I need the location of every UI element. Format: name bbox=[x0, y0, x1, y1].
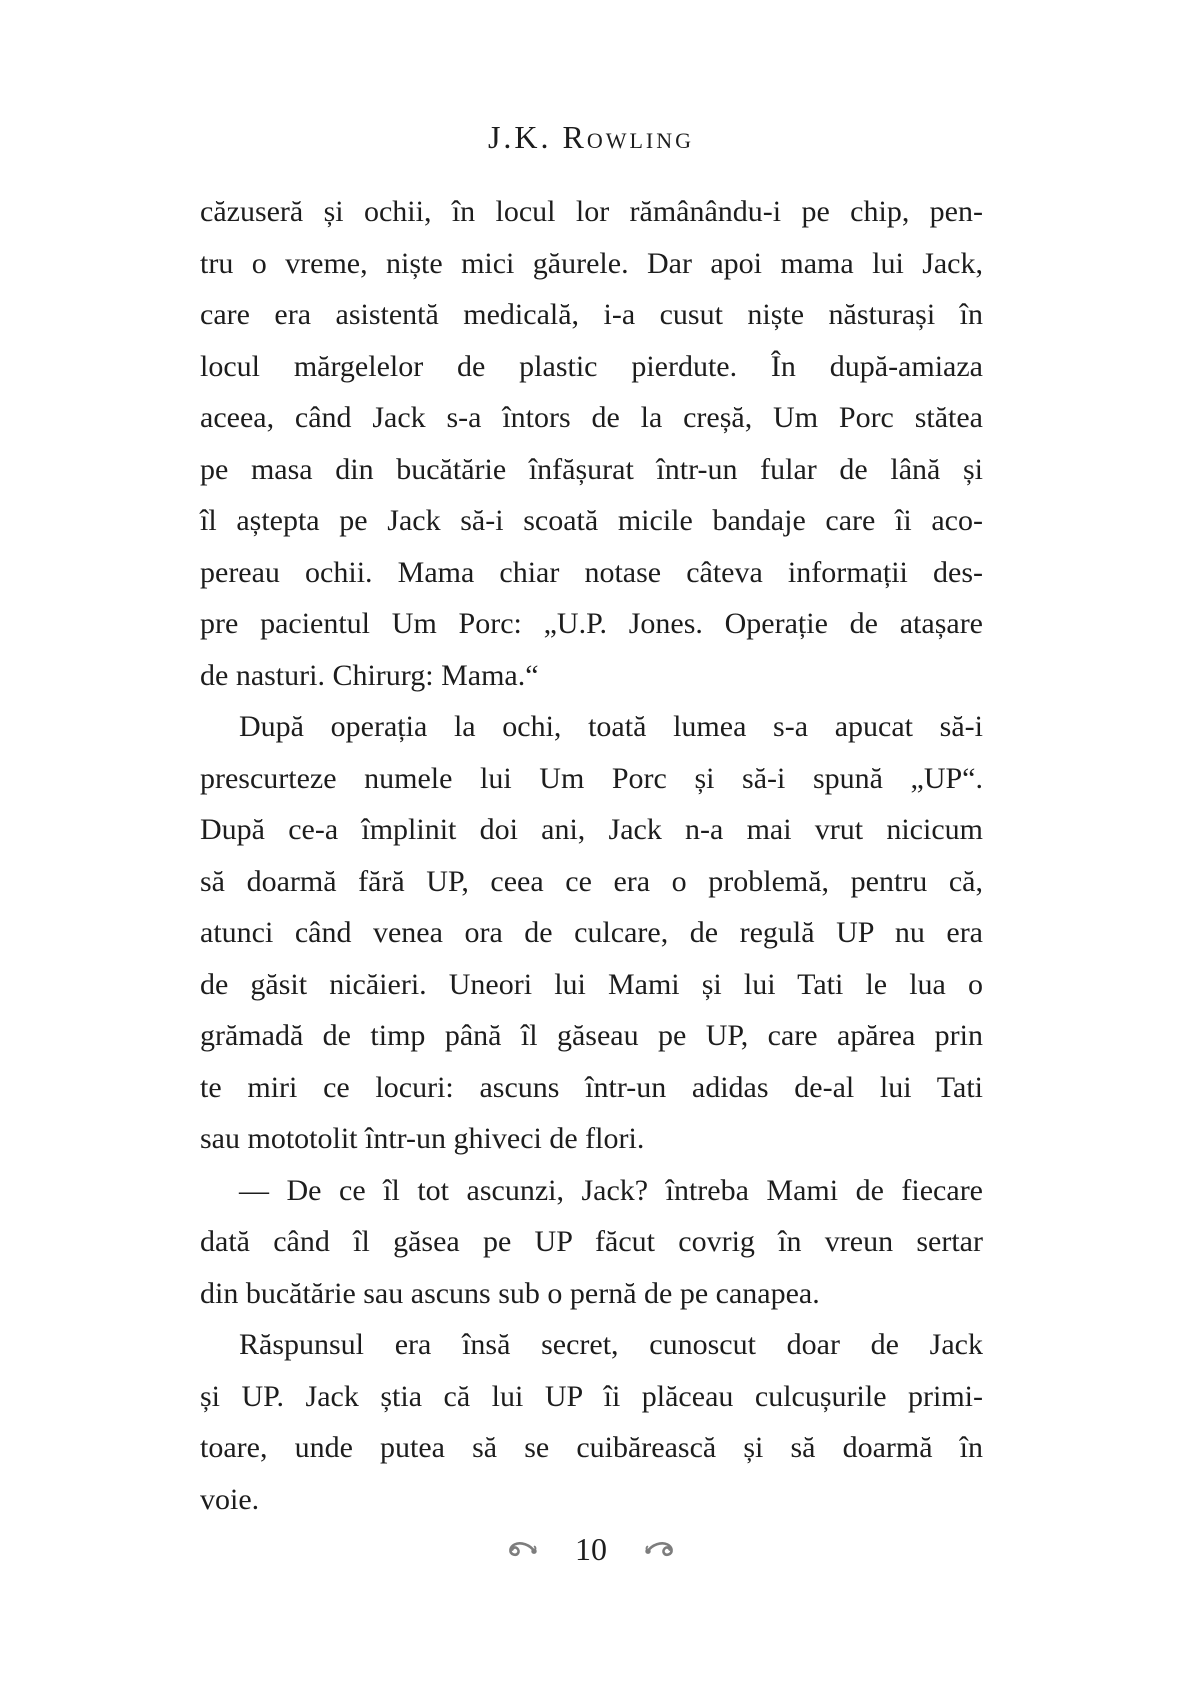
running-header-author: J.K. Rowling bbox=[487, 119, 695, 155]
text-line: tru o vreme, niște mici găurele. Dar apoi mama lui Jack, bbox=[200, 246, 983, 280]
text-line: dată când îl găsea pe UP făcut covrig în vreun sertar bbox=[200, 1225, 983, 1258]
flourish-left-icon bbox=[505, 1538, 537, 1560]
paragraph bbox=[200, 701, 983, 1165]
paragraph bbox=[200, 1319, 983, 1525]
text-line: aceea, când Jack s-a întors de la creșă, Um Porc stătea bbox=[200, 401, 983, 434]
text-line: voie. bbox=[200, 1482, 260, 1516]
text-line: de nasturi. Chirurg: Mama.“ bbox=[200, 658, 539, 692]
text-line: din bucătărie sau ascuns sub o pernă de pe canapea. bbox=[200, 1276, 820, 1310]
text-line: de găsit nicăieri. Uneori lui Mami și lui Tati le lua o bbox=[200, 967, 983, 1001]
text-line: Răspunsul era însă secret, cunoscut doar de Jack bbox=[239, 1328, 983, 1361]
page-number: 10 bbox=[575, 1531, 607, 1567]
text-line: și UP. Jack știa că lui UP îi plăceau culcușurile primi- bbox=[200, 1379, 983, 1413]
text-line: pereau ochii. Mama chiar notase câteva informații des- bbox=[200, 555, 983, 589]
paragraph-dialogue bbox=[200, 1165, 983, 1320]
text-line: care era asistentă medicală, i-a cusut niște năsturași în bbox=[200, 298, 983, 331]
text-line: — De ce îl tot ascunzi, Jack? întreba Mami de fiecare bbox=[239, 1173, 983, 1207]
text-line: sau mototolit într-un ghiveci de flori. bbox=[200, 1122, 645, 1155]
text-line: toare, unde putea să se cuibărească și să doarmă în bbox=[200, 1431, 983, 1464]
body-text-block bbox=[200, 186, 983, 1525]
text-line: locul mărgelelor de plastic pierdute. În după-amiaza bbox=[200, 349, 983, 383]
text-line: După ce-a împlinit doi ani, Jack n-a mai vrut nicicum bbox=[200, 813, 983, 846]
text-line: căzuseră și ochii, în locul lor rămânându-i pe chip, pen- bbox=[200, 195, 983, 228]
text-line: pre pacientul Um Porc: „U.P. Jones. Operație de atașare bbox=[200, 607, 983, 640]
text-line: pe masa din bucătărie înfășurat într-un fular de lână și bbox=[200, 452, 983, 486]
text-line: îl aștepta pe Jack să-i scoată micile bandaje care îi aco- bbox=[200, 504, 983, 537]
text-line: prescurteze numele lui Um Porc și să-i spună „UP“. bbox=[200, 761, 983, 795]
text-line: să doarmă fără UP, ceea ce era o problemă, pentru că, bbox=[200, 864, 983, 898]
text-line: După operația la ochi, toată lumea s-a apucat să-i bbox=[239, 710, 983, 743]
flourish-right-icon bbox=[645, 1538, 677, 1560]
page-footer bbox=[0, 1527, 1182, 1571]
text-line: grămadă de timp până îl găseau pe UP, care apărea prin bbox=[200, 1019, 983, 1052]
text-line: te miri ce locuri: ascuns într-un adidas de-al lui Tati bbox=[200, 1070, 983, 1104]
paragraph bbox=[200, 186, 983, 701]
text-line: atunci când venea ora de culcare, de regulă UP nu era bbox=[200, 916, 983, 949]
